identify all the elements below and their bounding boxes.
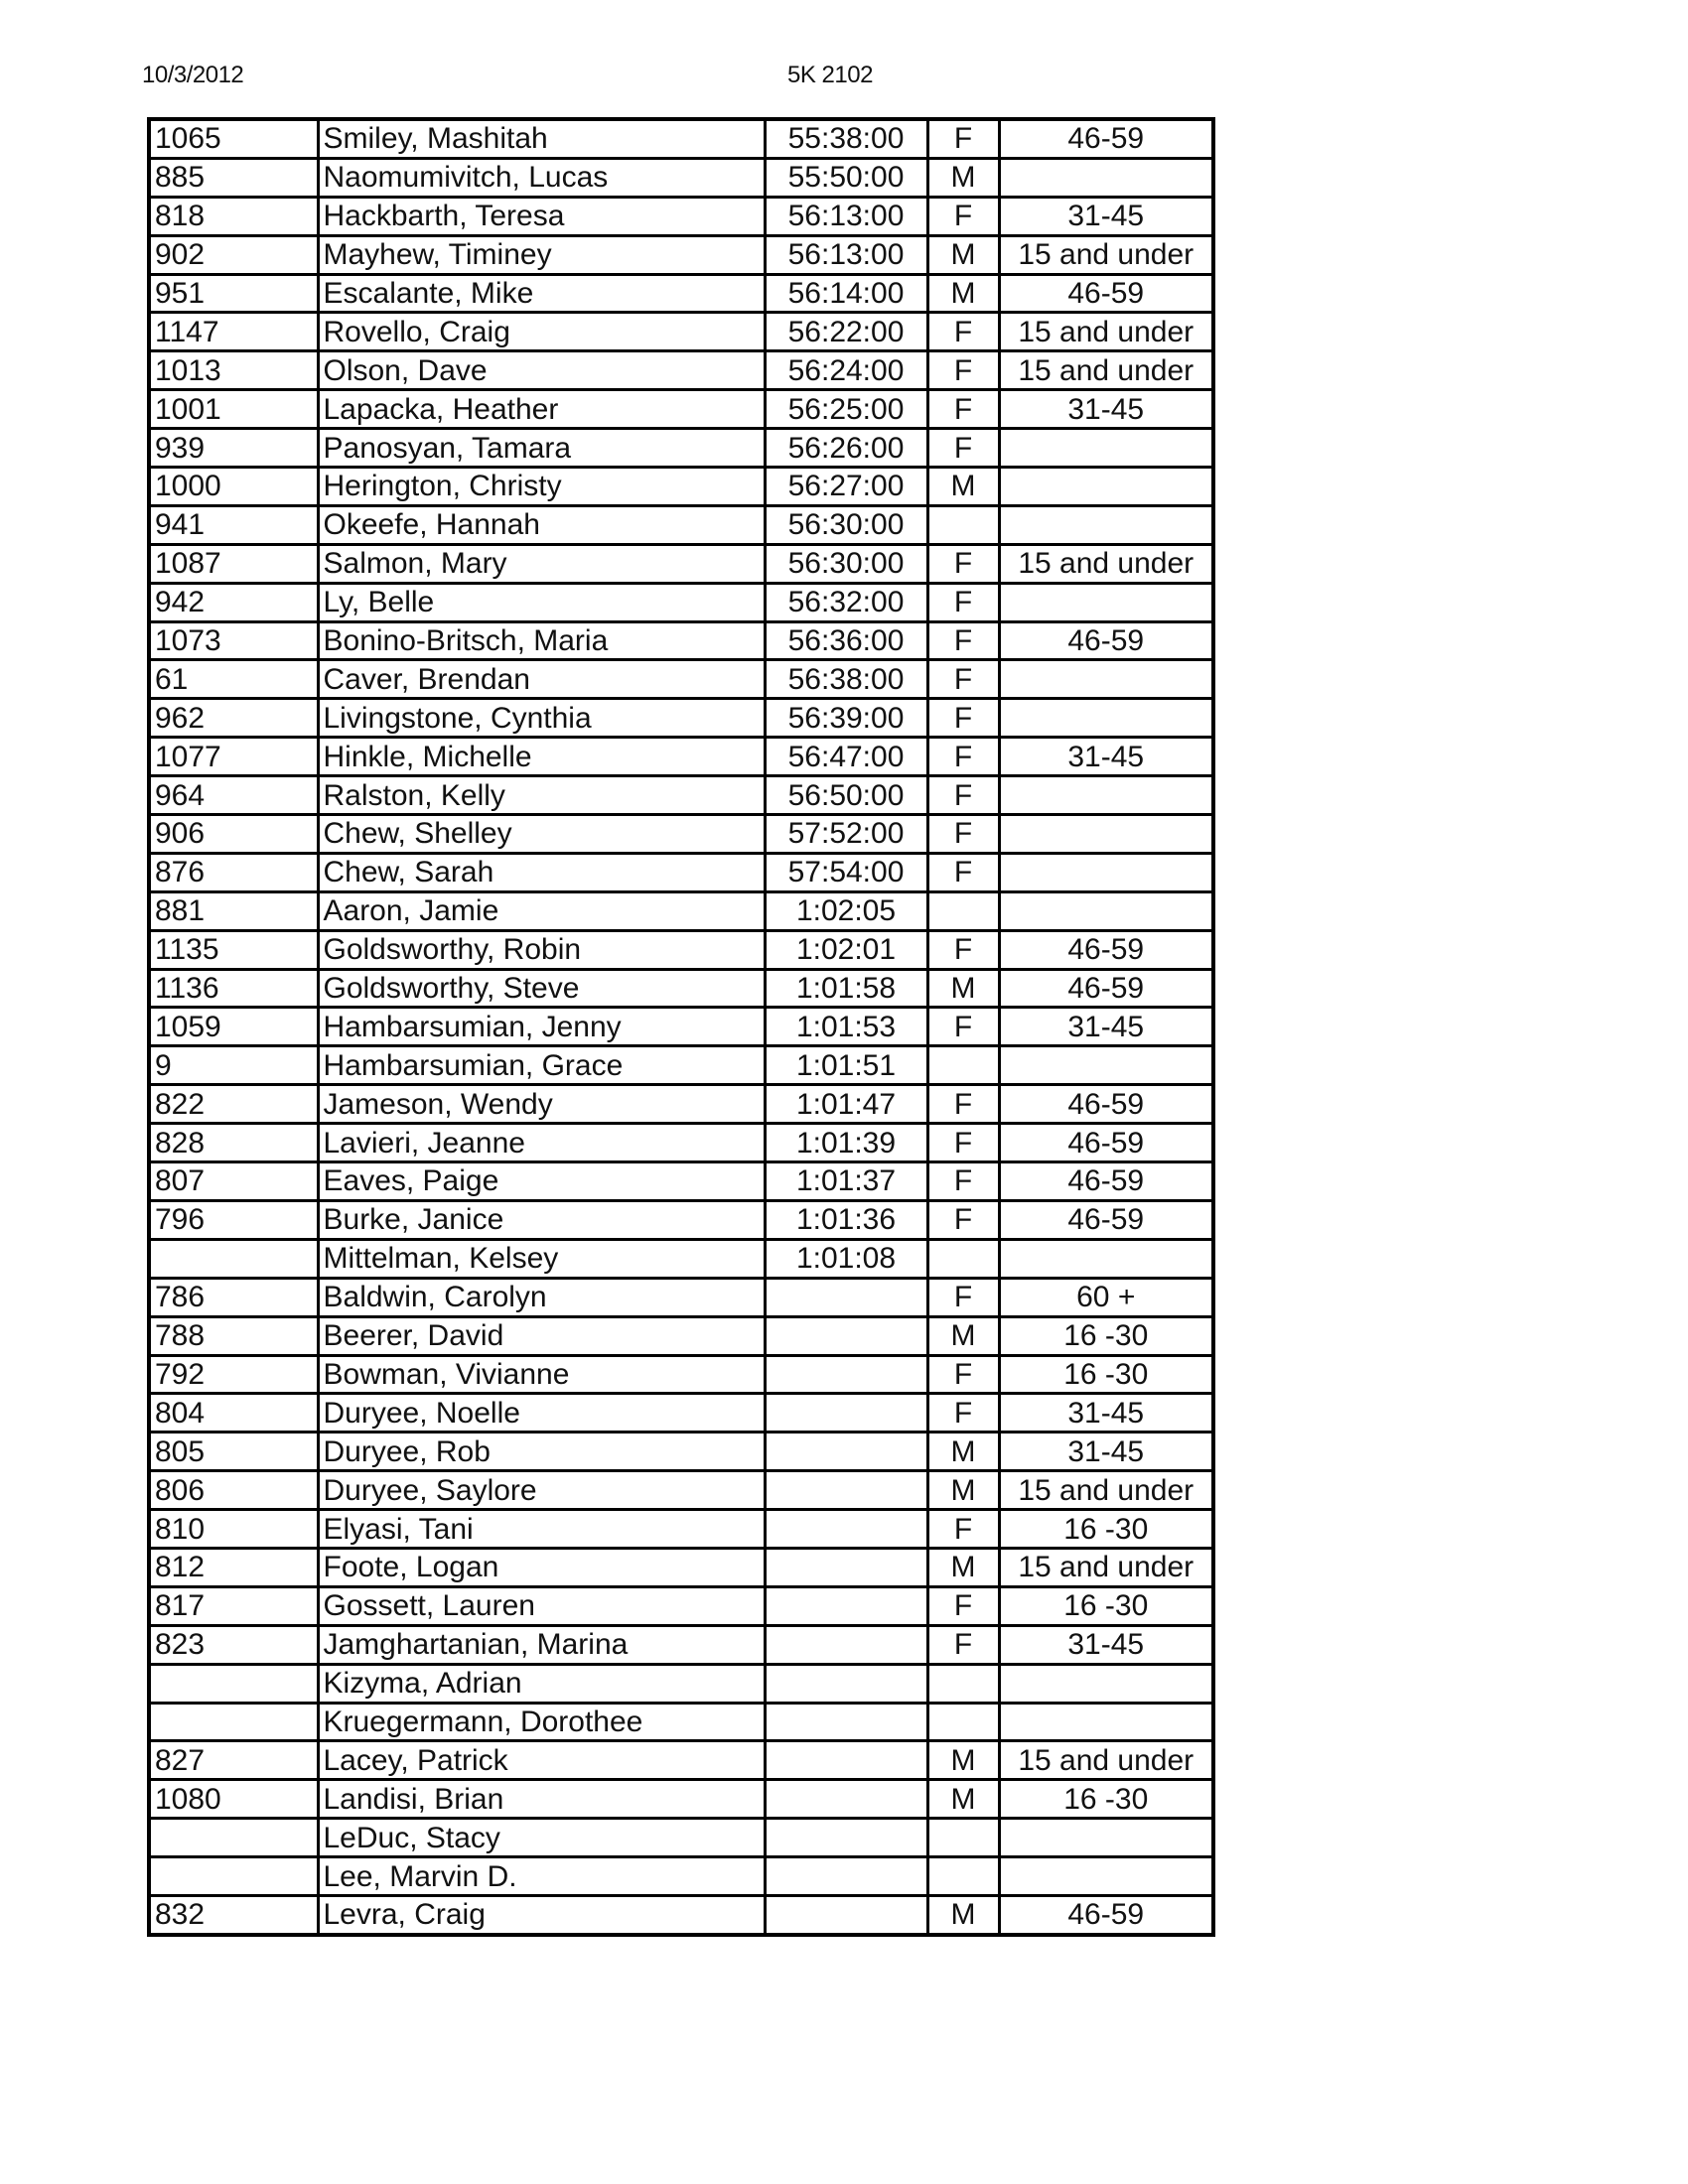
time-cell: 56:38:00 — [765, 660, 927, 699]
age-group-cell: 15 and under — [999, 1471, 1213, 1510]
name-cell: Lacey, Patrick — [318, 1741, 765, 1780]
name-cell: Okeefe, Hannah — [318, 505, 765, 544]
age-group-cell — [999, 1664, 1213, 1703]
name-cell: Olson, Dave — [318, 351, 765, 390]
bib-cell — [149, 1857, 318, 1896]
age-group-cell: 46-59 — [999, 1200, 1213, 1239]
bib-cell: 951 — [149, 274, 318, 313]
age-group-cell — [999, 776, 1213, 815]
name-cell: Mayhew, Timiney — [318, 235, 765, 274]
gender-cell: M — [927, 235, 999, 274]
time-cell: 56:26:00 — [765, 429, 927, 468]
age-group-cell: 16 -30 — [999, 1355, 1213, 1394]
time-cell: 55:50:00 — [765, 158, 927, 197]
gender-cell — [927, 1239, 999, 1278]
name-cell: Beerer, David — [318, 1316, 765, 1355]
table-row — [149, 776, 1213, 815]
name-cell: Chew, Shelley — [318, 815, 765, 854]
age-group-cell: 46-59 — [999, 1085, 1213, 1124]
gender-cell: F — [927, 1355, 999, 1394]
time-cell: 55:38:00 — [765, 119, 927, 158]
table-row — [149, 583, 1213, 621]
table-row — [149, 1316, 1213, 1355]
table-row — [149, 1046, 1213, 1085]
time-cell: 56:22:00 — [765, 313, 927, 351]
time-cell: 57:52:00 — [765, 815, 927, 854]
bib-cell — [149, 1664, 318, 1703]
name-cell: Jamghartanian, Marina — [318, 1625, 765, 1664]
name-cell: Baldwin, Carolyn — [318, 1278, 765, 1316]
table-row — [149, 1471, 1213, 1510]
name-cell: Hambarsumian, Grace — [318, 1046, 765, 1085]
bib-cell: 1087 — [149, 544, 318, 583]
bib-cell: 61 — [149, 660, 318, 699]
name-cell: Landisi, Brian — [318, 1780, 765, 1819]
bib-cell: 941 — [149, 505, 318, 544]
gender-cell: F — [927, 699, 999, 738]
table-row — [149, 468, 1213, 506]
table-row — [149, 1162, 1213, 1201]
time-cell — [765, 1703, 927, 1741]
name-cell: Smiley, Mashitah — [318, 119, 765, 158]
age-group-cell: 16 -30 — [999, 1316, 1213, 1355]
age-group-cell: 31-45 — [999, 197, 1213, 235]
age-group-cell: 31-45 — [999, 1433, 1213, 1471]
gender-cell: M — [927, 1780, 999, 1819]
time-cell: 1:01:37 — [765, 1162, 927, 1201]
name-cell: Gossett, Lauren — [318, 1586, 765, 1625]
bib-cell: 1136 — [149, 969, 318, 1008]
time-cell: 1:02:05 — [765, 891, 927, 930]
gender-cell: F — [927, 1162, 999, 1201]
gender-cell — [927, 891, 999, 930]
time-cell: 56:36:00 — [765, 621, 927, 660]
gender-cell: F — [927, 1586, 999, 1625]
bib-cell: 817 — [149, 1586, 318, 1625]
table-row — [149, 505, 1213, 544]
table-row — [149, 1586, 1213, 1625]
age-group-cell: 31-45 — [999, 738, 1213, 776]
name-cell: Lee, Marvin D. — [318, 1857, 765, 1896]
time-cell — [765, 1548, 927, 1586]
bib-cell — [149, 1819, 318, 1857]
name-cell: Hambarsumian, Jenny — [318, 1008, 765, 1046]
time-cell — [765, 1433, 927, 1471]
gender-cell: F — [927, 660, 999, 699]
age-group-cell: 31-45 — [999, 390, 1213, 429]
age-group-cell: 46-59 — [999, 930, 1213, 969]
bib-cell: 885 — [149, 158, 318, 197]
gender-cell: M — [927, 969, 999, 1008]
age-group-cell: 46-59 — [999, 1124, 1213, 1162]
age-group-cell — [999, 1046, 1213, 1085]
gender-cell: F — [927, 930, 999, 969]
gender-cell: F — [927, 544, 999, 583]
table-row — [149, 351, 1213, 390]
bib-cell: 1080 — [149, 1780, 318, 1819]
age-group-cell: 46-59 — [999, 274, 1213, 313]
name-cell: Caver, Brendan — [318, 660, 765, 699]
gender-cell: F — [927, 197, 999, 235]
name-cell: Foote, Logan — [318, 1548, 765, 1586]
age-group-cell: 60 + — [999, 1278, 1213, 1316]
time-cell: 57:54:00 — [765, 853, 927, 891]
time-cell: 56:30:00 — [765, 505, 927, 544]
gender-cell: F — [927, 1278, 999, 1316]
gender-cell: F — [927, 1124, 999, 1162]
table-row — [149, 1857, 1213, 1896]
gender-cell: M — [927, 158, 999, 197]
bib-cell: 818 — [149, 197, 318, 235]
age-group-cell — [999, 699, 1213, 738]
bib-cell — [149, 1703, 318, 1741]
gender-cell: F — [927, 621, 999, 660]
time-cell: 1:01:08 — [765, 1239, 927, 1278]
gender-cell: M — [927, 468, 999, 506]
time-cell — [765, 1316, 927, 1355]
name-cell: Mittelman, Kelsey — [318, 1239, 765, 1278]
time-cell: 1:01:39 — [765, 1124, 927, 1162]
time-cell: 56:24:00 — [765, 351, 927, 390]
bib-cell: 962 — [149, 699, 318, 738]
bib-cell: 1073 — [149, 621, 318, 660]
bib-cell: 788 — [149, 1316, 318, 1355]
age-group-cell: 46-59 — [999, 1162, 1213, 1201]
table-row — [149, 1200, 1213, 1239]
time-cell — [765, 1278, 927, 1316]
table-row — [149, 1625, 1213, 1664]
time-cell: 56:13:00 — [765, 197, 927, 235]
gender-cell — [927, 1703, 999, 1741]
age-group-cell: 16 -30 — [999, 1510, 1213, 1549]
bib-cell: 1059 — [149, 1008, 318, 1046]
name-cell: LeDuc, Stacy — [318, 1819, 765, 1857]
report-date: 10/3/2012 — [142, 62, 244, 88]
table-row — [149, 1741, 1213, 1780]
bib-cell: 823 — [149, 1625, 318, 1664]
bib-cell: 1147 — [149, 313, 318, 351]
time-cell: 1:01:51 — [765, 1046, 927, 1085]
gender-cell: M — [927, 1471, 999, 1510]
bib-cell: 942 — [149, 583, 318, 621]
name-cell: Eaves, Paige — [318, 1162, 765, 1201]
bib-cell: 828 — [149, 1124, 318, 1162]
name-cell: Naomumivitch, Lucas — [318, 158, 765, 197]
table-row — [149, 1008, 1213, 1046]
table-row — [149, 969, 1213, 1008]
bib-cell: 1077 — [149, 738, 318, 776]
name-cell: Salmon, Mary — [318, 544, 765, 583]
bib-cell: 806 — [149, 1471, 318, 1510]
bib-cell: 906 — [149, 815, 318, 854]
time-cell: 1:02:01 — [765, 930, 927, 969]
gender-cell: M — [927, 1316, 999, 1355]
age-group-cell — [999, 1819, 1213, 1857]
time-cell — [765, 1857, 927, 1896]
name-cell: Duryee, Rob — [318, 1433, 765, 1471]
table-row — [149, 738, 1213, 776]
time-cell: 1:01:47 — [765, 1085, 927, 1124]
time-cell: 56:39:00 — [765, 699, 927, 738]
time-cell — [765, 1741, 927, 1780]
name-cell: Rovello, Craig — [318, 313, 765, 351]
age-group-cell: 16 -30 — [999, 1780, 1213, 1819]
table-row — [149, 1239, 1213, 1278]
gender-cell: F — [927, 429, 999, 468]
table-row — [149, 119, 1213, 158]
name-cell: Lavieri, Jeanne — [318, 1124, 765, 1162]
bib-cell: 939 — [149, 429, 318, 468]
bib-cell: 822 — [149, 1085, 318, 1124]
gender-cell: F — [927, 1008, 999, 1046]
bib-cell: 792 — [149, 1355, 318, 1394]
table-row — [149, 1085, 1213, 1124]
gender-cell: M — [927, 1895, 999, 1934]
age-group-cell: 15 and under — [999, 1548, 1213, 1586]
table-row — [149, 1780, 1213, 1819]
gender-cell: M — [927, 1548, 999, 1586]
table-row — [149, 1895, 1213, 1934]
age-group-cell: 46-59 — [999, 1895, 1213, 1934]
name-cell: Bonino-Britsch, Maria — [318, 621, 765, 660]
table-row — [149, 1664, 1213, 1703]
age-group-cell: 15 and under — [999, 313, 1213, 351]
bib-cell: 964 — [149, 776, 318, 815]
name-cell: Goldsworthy, Robin — [318, 930, 765, 969]
time-cell — [765, 1355, 927, 1394]
table-row — [149, 815, 1213, 854]
name-cell: Levra, Craig — [318, 1895, 765, 1934]
name-cell: Burke, Janice — [318, 1200, 765, 1239]
results-body — [149, 119, 1213, 1935]
age-group-cell — [999, 891, 1213, 930]
time-cell — [765, 1394, 927, 1433]
name-cell: Kruegermann, Dorothee — [318, 1703, 765, 1741]
table-row — [149, 313, 1213, 351]
time-cell — [765, 1625, 927, 1664]
bib-cell: 9 — [149, 1046, 318, 1085]
table-row — [149, 621, 1213, 660]
name-cell: Chew, Sarah — [318, 853, 765, 891]
name-cell: Livingstone, Cynthia — [318, 699, 765, 738]
name-cell: Ralston, Kelly — [318, 776, 765, 815]
table-row — [149, 274, 1213, 313]
bib-cell: 1000 — [149, 468, 318, 506]
time-cell — [765, 1664, 927, 1703]
bib-cell: 804 — [149, 1394, 318, 1433]
table-row — [149, 1433, 1213, 1471]
bib-cell: 902 — [149, 235, 318, 274]
time-cell: 1:01:53 — [765, 1008, 927, 1046]
time-cell: 56:13:00 — [765, 235, 927, 274]
gender-cell: F — [927, 815, 999, 854]
bib-cell: 805 — [149, 1433, 318, 1471]
table-row — [149, 158, 1213, 197]
table-row — [149, 891, 1213, 930]
name-cell: Bowman, Vivianne — [318, 1355, 765, 1394]
table-row — [149, 1278, 1213, 1316]
age-group-cell: 16 -30 — [999, 1586, 1213, 1625]
time-cell — [765, 1895, 927, 1934]
age-group-cell — [999, 158, 1213, 197]
gender-cell: F — [927, 1394, 999, 1433]
bib-cell: 1001 — [149, 390, 318, 429]
results-table — [147, 117, 1215, 1937]
time-cell: 56:50:00 — [765, 776, 927, 815]
gender-cell: F — [927, 351, 999, 390]
table-row — [149, 390, 1213, 429]
age-group-cell — [999, 660, 1213, 699]
gender-cell: F — [927, 738, 999, 776]
age-group-cell — [999, 1239, 1213, 1278]
age-group-cell: 46-59 — [999, 621, 1213, 660]
gender-cell: F — [927, 1200, 999, 1239]
gender-cell: F — [927, 390, 999, 429]
table-row — [149, 1548, 1213, 1586]
bib-cell: 807 — [149, 1162, 318, 1201]
age-group-cell — [999, 583, 1213, 621]
gender-cell: F — [927, 1085, 999, 1124]
time-cell: 56:30:00 — [765, 544, 927, 583]
gender-cell: F — [927, 853, 999, 891]
age-group-cell: 15 and under — [999, 1741, 1213, 1780]
age-group-cell: 15 and under — [999, 544, 1213, 583]
gender-cell: M — [927, 274, 999, 313]
bib-cell: 1013 — [149, 351, 318, 390]
table-row — [149, 1355, 1213, 1394]
time-cell — [765, 1510, 927, 1549]
time-cell — [765, 1819, 927, 1857]
age-group-cell: 31-45 — [999, 1394, 1213, 1433]
name-cell: Elyasi, Tani — [318, 1510, 765, 1549]
gender-cell — [927, 1664, 999, 1703]
age-group-cell — [999, 429, 1213, 468]
name-cell: Hackbarth, Teresa — [318, 197, 765, 235]
age-group-cell — [999, 1703, 1213, 1741]
gender-cell: F — [927, 119, 999, 158]
name-cell: Panosyan, Tamara — [318, 429, 765, 468]
report-title: 5K 2102 — [787, 62, 873, 88]
gender-cell — [927, 1819, 999, 1857]
table-row — [149, 197, 1213, 235]
age-group-cell — [999, 1857, 1213, 1896]
time-cell: 1:01:36 — [765, 1200, 927, 1239]
name-cell: Jameson, Wendy — [318, 1085, 765, 1124]
age-group-cell — [999, 468, 1213, 506]
gender-cell: F — [927, 1510, 999, 1549]
time-cell: 56:14:00 — [765, 274, 927, 313]
bib-cell: 786 — [149, 1278, 318, 1316]
table-row — [149, 1394, 1213, 1433]
gender-cell: F — [927, 1625, 999, 1664]
table-row — [149, 1510, 1213, 1549]
age-group-cell: 46-59 — [999, 119, 1213, 158]
bib-cell: 810 — [149, 1510, 318, 1549]
name-cell: Kizyma, Adrian — [318, 1664, 765, 1703]
bib-cell: 1065 — [149, 119, 318, 158]
name-cell: Herington, Christy — [318, 468, 765, 506]
name-cell: Aaron, Jamie — [318, 891, 765, 930]
bib-cell: 1135 — [149, 930, 318, 969]
name-cell: Ly, Belle — [318, 583, 765, 621]
table-row — [149, 1703, 1213, 1741]
age-group-cell: 31-45 — [999, 1008, 1213, 1046]
bib-cell: 881 — [149, 891, 318, 930]
table-row — [149, 930, 1213, 969]
age-group-cell: 15 and under — [999, 351, 1213, 390]
time-cell: 56:47:00 — [765, 738, 927, 776]
bib-cell: 876 — [149, 853, 318, 891]
time-cell — [765, 1780, 927, 1819]
name-cell: Lapacka, Heather — [318, 390, 765, 429]
table-row — [149, 235, 1213, 274]
age-group-cell — [999, 815, 1213, 854]
table-row — [149, 699, 1213, 738]
gender-cell — [927, 1046, 999, 1085]
gender-cell: M — [927, 1433, 999, 1471]
table-row — [149, 544, 1213, 583]
table-row — [149, 429, 1213, 468]
age-group-cell: 46-59 — [999, 969, 1213, 1008]
bib-cell — [149, 1239, 318, 1278]
gender-cell: M — [927, 1741, 999, 1780]
gender-cell — [927, 1857, 999, 1896]
age-group-cell — [999, 853, 1213, 891]
table-row — [149, 1819, 1213, 1857]
gender-cell: F — [927, 313, 999, 351]
name-cell: Duryee, Saylore — [318, 1471, 765, 1510]
time-cell: 56:32:00 — [765, 583, 927, 621]
gender-cell: F — [927, 776, 999, 815]
time-cell — [765, 1471, 927, 1510]
time-cell: 56:27:00 — [765, 468, 927, 506]
age-group-cell: 31-45 — [999, 1625, 1213, 1664]
bib-cell: 827 — [149, 1741, 318, 1780]
bib-cell: 796 — [149, 1200, 318, 1239]
name-cell: Hinkle, Michelle — [318, 738, 765, 776]
table-row — [149, 660, 1213, 699]
name-cell: Goldsworthy, Steve — [318, 969, 765, 1008]
time-cell: 56:25:00 — [765, 390, 927, 429]
age-group-cell: 15 and under — [999, 235, 1213, 274]
table-row — [149, 1124, 1213, 1162]
table-row — [149, 853, 1213, 891]
age-group-cell — [999, 505, 1213, 544]
time-cell — [765, 1586, 927, 1625]
name-cell: Duryee, Noelle — [318, 1394, 765, 1433]
gender-cell: F — [927, 583, 999, 621]
time-cell: 1:01:58 — [765, 969, 927, 1008]
bib-cell: 812 — [149, 1548, 318, 1586]
bib-cell: 832 — [149, 1895, 318, 1934]
gender-cell — [927, 505, 999, 544]
name-cell: Escalante, Mike — [318, 274, 765, 313]
